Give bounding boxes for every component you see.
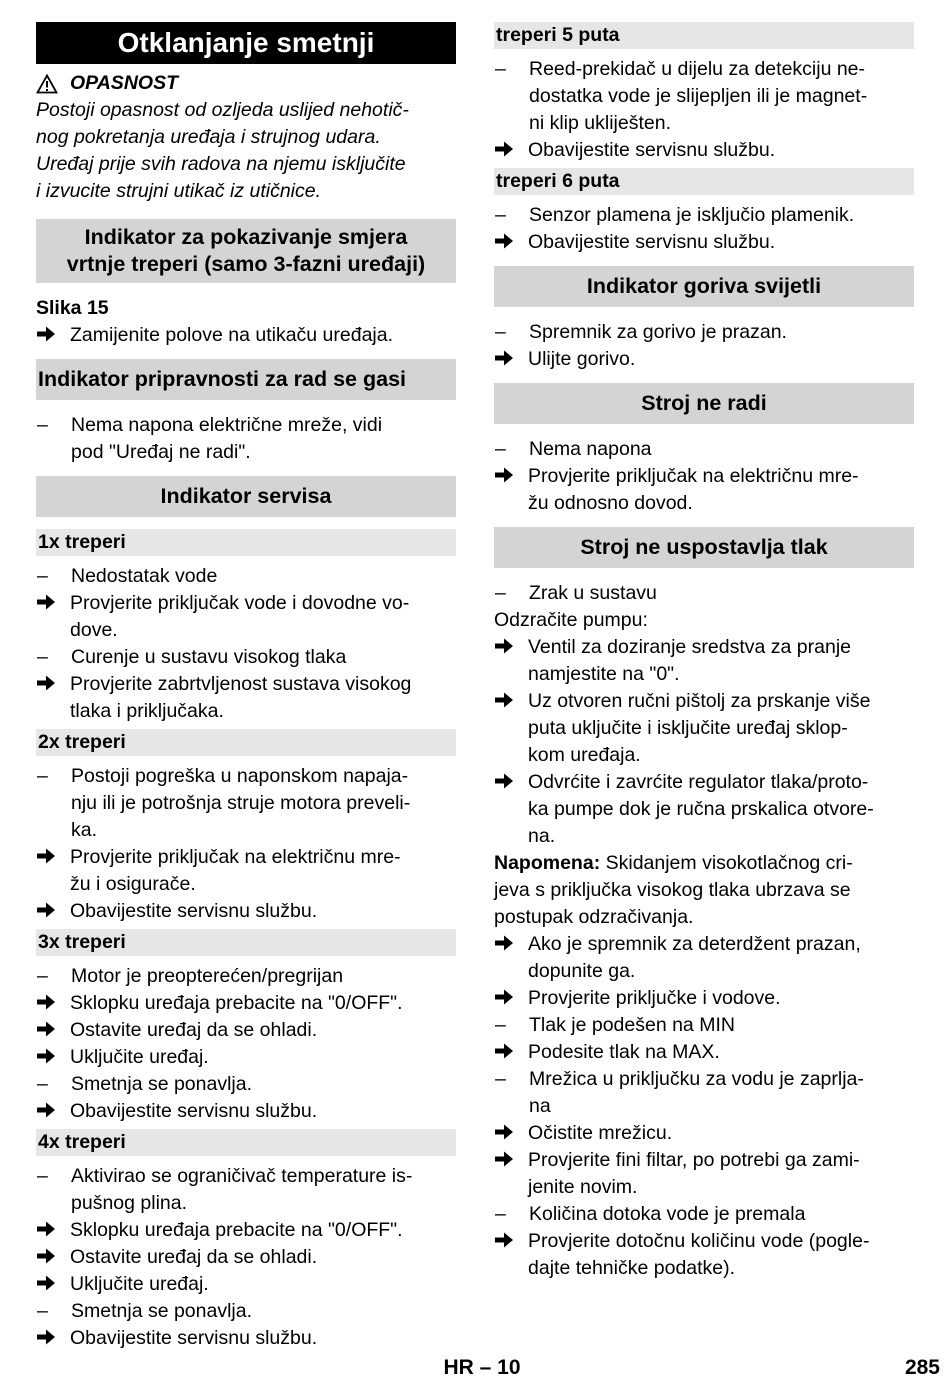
dash-bullet-icon: – [495, 321, 506, 343]
list-item [36, 1271, 456, 1298]
list-item [494, 769, 914, 850]
list-item-text [70, 1044, 456, 1071]
subheading-4x: 4x treperi [36, 1129, 456, 1156]
arrow-right-icon [494, 137, 528, 164]
list-item-line: Obavijestite servisnu službu. [70, 1100, 318, 1122]
list-item-line: dajte tehničke podatke). [528, 1257, 736, 1279]
list-ready [36, 412, 456, 466]
subheading-1x: 1x treperi [36, 529, 456, 556]
list-item-line: Sklopku uređaja prebacite na "0/OFF". [70, 992, 403, 1014]
list-item-text [528, 931, 914, 985]
list-item [494, 1066, 914, 1120]
arrow-right-icon [494, 346, 528, 373]
arrow-right-icon [494, 1039, 528, 1066]
list-item-text [529, 436, 914, 463]
arrow-right-icon [36, 322, 70, 349]
dash-bullet-icon: – [495, 582, 506, 604]
list-not-running [494, 436, 914, 517]
list-item-line: Provjerite priključke i vodove. [528, 987, 781, 1009]
list-item [36, 1163, 456, 1217]
list-item-text [70, 671, 456, 725]
list-item-line: puta uključite i isključite uređaj sklop- [528, 717, 848, 739]
list-item [494, 463, 914, 517]
list-item [36, 763, 456, 844]
list-item [36, 1044, 456, 1071]
list-item-text [71, 963, 456, 990]
dash-bullet-icon: – [495, 1068, 506, 1090]
list-item-text [71, 763, 456, 844]
dash-bullet-icon: – [37, 1300, 48, 1322]
list-item-line: Ostavite uređaj da se ohladi. [70, 1246, 318, 1268]
list-item-line: ka pumpe dok je ručna prskalica otvore- [528, 798, 874, 820]
arrow-right-icon [494, 634, 528, 688]
right-column [494, 22, 914, 1282]
list-item-line: Reed-prekidač u dijelu za detekciju ne- [529, 58, 866, 80]
list-item-text [529, 56, 914, 137]
list-item-line: Curenje u sustavu visokog tlaka [71, 646, 347, 668]
arrow-right-icon [494, 688, 528, 769]
list-item-text [528, 1120, 914, 1147]
list-item-line: Provjerite priključak na električnu mre- [528, 465, 859, 487]
dash-bullet-icon: – [495, 1203, 506, 1225]
list-item [494, 436, 914, 463]
warning-line: nog pokretanja uređaja i strujnog udara. [36, 126, 381, 148]
list-4x [36, 1163, 456, 1352]
list-item [494, 1120, 914, 1147]
list-item [36, 563, 456, 590]
list-item [494, 229, 914, 256]
list-item-line: pušnog plina. [71, 1192, 188, 1214]
list-item [494, 1228, 914, 1282]
list-item [36, 1217, 456, 1244]
list-item-line: Mrežica u priključku za vodu je zaprlja- [529, 1068, 864, 1090]
arrow-right-icon [494, 229, 528, 256]
heading-line: vrtnje treperi (samo 3-fazni uređaji) [66, 252, 426, 276]
list-item [494, 688, 914, 769]
list-item-text [528, 1039, 914, 1066]
list-item-text [529, 319, 914, 346]
list-item-line: jenite novim. [528, 1176, 638, 1198]
list-item-text [529, 1066, 914, 1120]
list-pressure-c [494, 931, 914, 1282]
heading-ready-indicator: Indikator pripravnosti za rad se gasi [36, 359, 456, 400]
list-item-line: Senzor plamena je isključio plamenik. [529, 204, 855, 226]
list-item [494, 56, 914, 137]
list-item [36, 590, 456, 644]
list-item [494, 1012, 914, 1039]
list-item-line: Odvrćite i zavrćite regulator tlaka/proto- [528, 771, 869, 793]
warning-line: Postoji opasnost od ozljeda uslijed nehotič- [36, 99, 409, 121]
heading-line: Indikator za pokazivanje smjera [84, 225, 408, 249]
list-6x [494, 202, 914, 256]
list-item-line: Uključite uređaj. [70, 1046, 209, 1068]
list-item-text [70, 1217, 456, 1244]
list-item [36, 844, 456, 898]
list-item-line: Sklopku uređaja prebacite na "0/OFF". [70, 1219, 403, 1241]
list-item [494, 137, 914, 164]
list-item-line: namjestite na "0". [528, 663, 680, 685]
list-item-line: žu odnosno dovod. [528, 492, 693, 514]
dash-bullet-icon: – [495, 58, 506, 80]
list-item [494, 931, 914, 985]
list-item [36, 898, 456, 925]
page-title: Otklanjanje smetnji [36, 22, 456, 64]
list-item-line: Smetnja se ponavlja. [71, 1300, 253, 1322]
warning-title-text: OPASNOST [70, 72, 178, 94]
arrow-right-icon [494, 463, 528, 517]
list-item-line: Provjerite fini filtar, po potrebi ga zami- [528, 1149, 860, 1171]
note-line: postupak odzračivanja. [494, 906, 694, 928]
list-item [36, 1244, 456, 1271]
list-item-text [71, 644, 456, 671]
arrow-right-icon [36, 1044, 70, 1071]
list-item-line: Obavijestite servisnu službu. [70, 900, 318, 922]
dash-bullet-icon: – [37, 1165, 48, 1187]
arrow-right-icon [36, 1098, 70, 1125]
list-item [494, 985, 914, 1012]
arrow-right-icon [36, 990, 70, 1017]
arrow-right-icon [494, 769, 528, 850]
arrow-right-icon [36, 898, 70, 925]
heading-not-running: Stroj ne radi [494, 383, 914, 424]
list-item-line: Uključite uređaj. [70, 1273, 209, 1295]
list-item-text [528, 1228, 914, 1282]
list-item-text [529, 1012, 914, 1039]
list-item [494, 634, 914, 688]
list-item-text [70, 844, 456, 898]
warning-line: Uređaj prije svih radova na njemu isključite [36, 153, 406, 175]
left-column [36, 22, 456, 1352]
list-pressure-a [494, 580, 914, 607]
warning-title [36, 70, 456, 97]
list-item [36, 322, 456, 349]
list-item-line: ka. [71, 819, 98, 841]
list-item-line: dove. [70, 619, 118, 641]
list-item-text [71, 1298, 456, 1325]
subheading-6x: treperi 6 puta [494, 168, 914, 195]
list-item [36, 1098, 456, 1125]
page-number: 285 [904, 1356, 940, 1379]
list-item-text [529, 580, 914, 607]
vent-pump-text: Odzračite pumpu: [494, 609, 648, 631]
list-item-line: Obavijestite servisnu službu. [528, 139, 776, 161]
list-item [36, 1298, 456, 1325]
arrow-right-icon [36, 1244, 70, 1271]
list-item-text [70, 1271, 456, 1298]
list-item-line: Nedostatak vode [71, 565, 218, 587]
arrow-right-icon [36, 671, 70, 725]
list-item-text [70, 1325, 456, 1352]
arrow-right-icon [494, 1228, 528, 1282]
arrow-right-icon [36, 1271, 70, 1298]
list-item-line: Uz otvoren ručni pištolj za prskanje više [528, 690, 871, 712]
list-item-text [70, 1017, 456, 1044]
subheading-2x: 2x treperi [36, 729, 456, 756]
list-item-line: Očistite mrežicu. [528, 1122, 673, 1144]
subheading-3x: 3x treperi [36, 929, 456, 956]
list-item-text [528, 1147, 914, 1201]
list-item-line: pod "Uređaj ne radi". [71, 441, 251, 463]
list-item-text [70, 990, 456, 1017]
arrow-right-icon [36, 844, 70, 898]
list-item-line: Podesite tlak na MAX. [528, 1041, 720, 1063]
dash-bullet-icon: – [495, 438, 506, 460]
heading-fuel-indicator: Indikator goriva svijetli [494, 266, 914, 307]
subheading-5x: treperi 5 puta [494, 22, 914, 49]
arrow-right-icon [36, 1017, 70, 1044]
list-item-line: Količina dotoka vode je premala [529, 1203, 806, 1225]
heading-rotation-indicator [36, 219, 456, 283]
list-rotation [36, 322, 456, 349]
list-item-text [71, 412, 456, 466]
dash-bullet-icon: – [37, 414, 48, 436]
list-item-line: Motor je preopterećen/pregrijan [71, 965, 344, 987]
arrow-right-icon [494, 985, 528, 1012]
list-item-line: kom uređaja. [528, 744, 641, 766]
note-label: Napomena: [494, 852, 601, 874]
list-item-line: Nema napona električne mreže, vidi [71, 414, 383, 436]
note-line: jeva s priključka visokog tlaka ubrzava se [494, 879, 851, 901]
list-item-line: dostatka vode je slijepljen ili je magnet- [529, 85, 868, 107]
list-item-text [70, 1098, 456, 1125]
list-1x [36, 563, 456, 725]
list-item-line: Aktivirao se ograničivač temperature is- [71, 1165, 413, 1187]
list-item-line: na. [528, 825, 556, 847]
list-item-text [529, 1201, 914, 1228]
list-item-text [528, 346, 914, 373]
warning-triangle-icon [36, 74, 58, 94]
note-paragraph [494, 850, 914, 931]
list-fuel [494, 319, 914, 373]
warning-line: i izvucite strujni utikač iz utičnice. [36, 180, 322, 202]
dash-bullet-icon: – [37, 965, 48, 987]
list-item-line: Obavijestite servisnu službu. [70, 1327, 318, 1349]
list-item [36, 644, 456, 671]
list-item [494, 202, 914, 229]
list-item-text [70, 1244, 456, 1271]
figure-reference: Slika 15 [36, 297, 109, 319]
list-item-line: Ako je spremnik za deterdžent prazan, [528, 933, 861, 955]
list-item [494, 580, 914, 607]
list-item-text [70, 322, 456, 349]
list-item-text [528, 634, 914, 688]
dash-bullet-icon: – [495, 204, 506, 226]
warning-text [36, 97, 456, 205]
list-item-line: ni klip ukliješten. [529, 112, 671, 134]
list-item-text [71, 1163, 456, 1217]
list-item [36, 1017, 456, 1044]
heading-service-indicator: Indikator servisa [36, 476, 456, 517]
list-item-text [71, 1071, 456, 1098]
arrow-right-icon [494, 1120, 528, 1147]
list-item-line: tlaka i priključaka. [70, 700, 224, 722]
dash-bullet-icon: – [37, 646, 48, 668]
dash-bullet-icon: – [37, 1073, 48, 1095]
list-item [36, 671, 456, 725]
list-item-text [528, 229, 914, 256]
list-item-line: nju ili je potrošnja struje motora preveli- [71, 792, 411, 814]
arrow-right-icon [494, 1147, 528, 1201]
arrow-right-icon [36, 1325, 70, 1352]
list-2x [36, 763, 456, 925]
list-item-line: Zamijenite polove na utikaču uređaja. [70, 324, 394, 346]
list-item [494, 1201, 914, 1228]
list-5x [494, 56, 914, 164]
list-pressure-b [494, 634, 914, 850]
list-item-line: Spremnik za gorivo je prazan. [529, 321, 787, 343]
list-item [494, 319, 914, 346]
list-item [36, 990, 456, 1017]
danger-warning [36, 70, 456, 205]
list-item-line: žu i osigurače. [70, 873, 196, 895]
list-item-line: Tlak je podešen na MIN [529, 1014, 735, 1036]
list-item-line: Provjerite zabrtvljenost sustava visokog [70, 673, 412, 695]
dash-bullet-icon: – [37, 765, 48, 787]
list-item-line: Nema napona [529, 438, 652, 460]
arrow-right-icon [36, 590, 70, 644]
heading-no-pressure: Stroj ne uspostavlja tlak [494, 527, 914, 568]
list-item-line: Ventil za doziranje sredstva za pranje [528, 636, 852, 658]
list-item-text [528, 688, 914, 769]
list-item-line: Zrak u sustavu [529, 582, 657, 604]
list-item [36, 412, 456, 466]
list-item [494, 1039, 914, 1066]
list-item-line: Ostavite uređaj da se ohladi. [70, 1019, 318, 1041]
list-item-line: Obavijestite servisnu službu. [528, 231, 776, 253]
list-item-text [528, 463, 914, 517]
list-3x [36, 963, 456, 1125]
list-item-line: Provjerite priključak vode i dovodne vo- [70, 592, 410, 614]
list-item-text [528, 985, 914, 1012]
list-item-text [528, 137, 914, 164]
dash-bullet-icon: – [37, 565, 48, 587]
list-item-text [70, 590, 456, 644]
list-item-line: na [529, 1095, 551, 1117]
footer-section-label: HR – 10 [443, 1356, 521, 1379]
arrow-right-icon [494, 931, 528, 985]
list-item [494, 1147, 914, 1201]
list-item-line: Provjerite dotočnu količinu vode (pogle- [528, 1230, 870, 1252]
list-item-line: Ulijte gorivo. [528, 348, 636, 370]
list-item-text [70, 898, 456, 925]
dash-bullet-icon: – [495, 1014, 506, 1036]
list-item-text [528, 769, 914, 850]
list-item [36, 963, 456, 990]
list-item [494, 346, 914, 373]
list-item-line: Postoji pogreška u naponskom napaja- [71, 765, 409, 787]
list-item-text [71, 563, 456, 590]
list-item [36, 1325, 456, 1352]
list-item [36, 1071, 456, 1098]
list-item-line: Smetnja se ponavlja. [71, 1073, 253, 1095]
note-line: Skidanjem visokotlačnog cri- [600, 852, 853, 874]
list-item-line: Provjerite priključak na električnu mre- [70, 846, 401, 868]
list-item-text [529, 202, 914, 229]
arrow-right-icon [36, 1217, 70, 1244]
list-item-line: dopunite ga. [528, 960, 636, 982]
